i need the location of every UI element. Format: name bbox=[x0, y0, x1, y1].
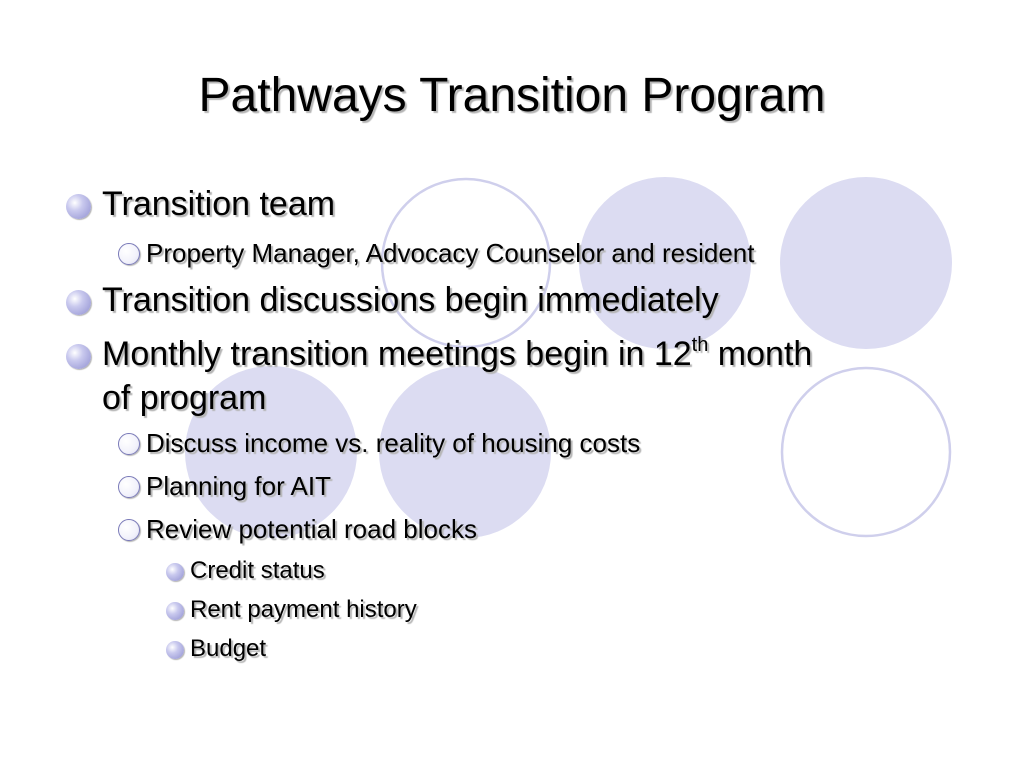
bullet-dot-icon bbox=[166, 563, 184, 581]
sub-sub-bullet-item bbox=[166, 593, 417, 627]
bullet-text-tail: month bbox=[708, 335, 813, 373]
sub-bullet-text: Planning for AIT bbox=[146, 471, 331, 501]
bullet-text-continuation: of program bbox=[102, 379, 267, 417]
outline-circle-bottom-right bbox=[782, 368, 950, 536]
bullet-item bbox=[66, 332, 812, 376]
bullet-ring-icon bbox=[118, 243, 140, 265]
slide-title: Pathways Transition Program bbox=[198, 69, 826, 122]
bullet-dot-icon bbox=[66, 344, 91, 369]
sub-bullet-item bbox=[118, 467, 331, 505]
filled-circle-top-right bbox=[780, 177, 952, 349]
bullet-dot-icon bbox=[66, 194, 91, 219]
sub-bullet-text: Review potential road blocks bbox=[146, 514, 477, 544]
sub-sub-bullet-text: Rent payment history bbox=[190, 596, 417, 623]
bullet-dot-icon bbox=[66, 290, 91, 315]
bullet-continuation bbox=[102, 376, 266, 420]
bullet-dot-icon bbox=[166, 602, 184, 620]
sub-sub-bullet-item bbox=[166, 632, 266, 666]
ordinal-superscript: th bbox=[691, 334, 709, 356]
bullet-text bbox=[102, 332, 812, 376]
bullet-dot-icon bbox=[166, 641, 184, 659]
bullet-item bbox=[66, 278, 719, 322]
sub-bullet-text: Discuss income vs. reality of housing costs bbox=[146, 428, 641, 458]
bullet-text: Transition team bbox=[102, 185, 336, 223]
sub-bullet-item bbox=[118, 510, 477, 548]
sub-bullet-text: Property Manager, Advocacy Counselor and resident bbox=[146, 238, 755, 268]
bullet-ring-icon bbox=[118, 433, 140, 455]
bullet-text: Transition discussions begin immediately bbox=[102, 281, 719, 319]
bullet-text-main: Monthly transition meetings begin in 12 bbox=[102, 335, 692, 373]
sub-sub-bullet-item bbox=[166, 554, 325, 588]
sub-sub-bullet-text: Credit status bbox=[190, 557, 325, 584]
sub-sub-bullet-text: Budget bbox=[190, 635, 267, 662]
bullet-ring-icon bbox=[118, 476, 140, 498]
sub-bullet-item bbox=[118, 234, 754, 272]
sub-bullet-item bbox=[118, 424, 640, 462]
bullet-ring-icon bbox=[118, 519, 140, 541]
bullet-item bbox=[66, 182, 335, 226]
